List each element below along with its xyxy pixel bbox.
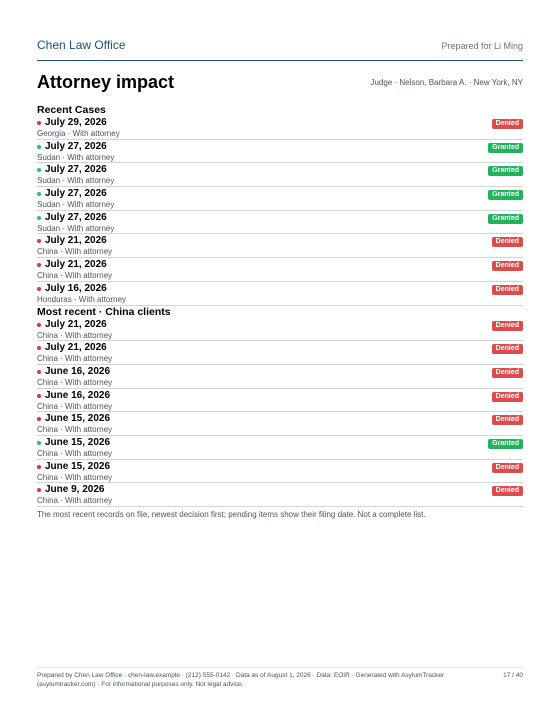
- case-date-text: July 29, 2026: [45, 117, 107, 128]
- report-page: [37, 0, 523, 725]
- status-badge: Granted: [488, 166, 523, 176]
- case-date: [37, 188, 107, 200]
- case-details: China · With attorney: [37, 448, 113, 458]
- status-dot-icon: [37, 263, 41, 267]
- list-note: The most recent records on file, newest decision first; pending items show their filing date. Not a complete list.: [37, 510, 426, 519]
- status-dot-icon: [37, 168, 41, 172]
- case-row: [37, 116, 523, 140]
- case-details: China · With attorney: [37, 472, 113, 482]
- case-details: China · With attorney: [37, 271, 113, 281]
- case-row: [37, 163, 523, 187]
- case-row: [37, 341, 523, 365]
- case-details: China · With attorney: [37, 354, 113, 364]
- page-footer: [37, 671, 523, 689]
- section-title: Recent Cases: [37, 104, 106, 116]
- status-dot-icon: [37, 323, 41, 327]
- title-row: [37, 72, 523, 93]
- case-date: [37, 484, 104, 496]
- case-date-text: July 27, 2026: [45, 164, 107, 176]
- case-row: [37, 436, 523, 460]
- prepared-for: Prepared for Li Ming: [441, 41, 523, 51]
- case-date: [37, 461, 110, 473]
- status-badge: Denied: [492, 368, 523, 378]
- status-dot-icon: [37, 488, 41, 492]
- case-date: [37, 413, 110, 425]
- brand-name: Chen Law Office: [37, 38, 126, 52]
- case-date-text: June 15, 2026: [45, 460, 111, 472]
- status-badge: Granted: [488, 439, 523, 449]
- case-date-text: July 16, 2026: [45, 282, 107, 294]
- case-details: Sudan · With attorney: [37, 223, 115, 233]
- status-dot-icon: [37, 145, 41, 149]
- case-details: China · With attorney: [37, 401, 113, 411]
- case-date: [37, 319, 107, 331]
- section-title: Most recent · China clients: [37, 305, 171, 318]
- case-date-text: July 21, 2026: [45, 342, 107, 354]
- judge-meta: Judge · Nelson, Barbara A. · New York, NY: [370, 78, 523, 87]
- status-dot-icon: [37, 370, 41, 374]
- status-badge: Denied: [492, 415, 523, 425]
- case-date: [37, 164, 107, 176]
- case-date-text: June 15, 2026: [45, 436, 111, 448]
- footer-text: Prepared by Chen Law Office · chen-law.example · (212) 555-0142 · Data as of August 1, 2026 · Data: EOIR · Generated with AsylumTracker (asylumtracker.com) · For informational purposes only. Not legal advice.: [37, 672, 445, 688]
- case-details: Sudan · With attorney: [37, 152, 115, 162]
- status-dot-icon: [37, 287, 41, 291]
- status-badge: Denied: [492, 321, 523, 331]
- case-date: [37, 390, 110, 402]
- case-date: [37, 283, 107, 295]
- case-details: Sudan · With attorney: [37, 176, 115, 186]
- case-row: [37, 211, 523, 235]
- case-date-text: June 9, 2026: [45, 484, 105, 496]
- case-details: China · With attorney: [37, 330, 113, 340]
- case-details: Sudan · With attorney: [37, 200, 115, 210]
- case-row: [37, 318, 523, 342]
- case-date: [37, 437, 110, 449]
- case-date: [37, 141, 107, 153]
- case-date: [37, 235, 107, 247]
- case-row: [37, 234, 523, 258]
- status-dot-icon: [37, 216, 41, 220]
- content: [37, 104, 523, 519]
- status-badge: Denied: [492, 486, 523, 496]
- case-details: Georgia · With attorney: [37, 129, 120, 138]
- status-badge: Denied: [492, 463, 523, 473]
- status-dot-icon: [37, 394, 41, 398]
- status-dot-icon: [37, 465, 41, 469]
- status-badge: Denied: [492, 237, 523, 247]
- case-date-text: July 21, 2026: [45, 259, 107, 271]
- case-date-text: July 27, 2026: [45, 140, 107, 152]
- case-date: [37, 342, 107, 354]
- status-dot-icon: [37, 192, 41, 196]
- status-badge: Granted: [488, 143, 523, 153]
- status-badge: Denied: [492, 285, 523, 295]
- case-details: Honduras · With attorney: [37, 294, 126, 304]
- case-date: [37, 366, 110, 378]
- status-dot-icon: [37, 121, 41, 125]
- status-badge: Denied: [492, 392, 523, 402]
- case-date: [37, 117, 107, 129]
- case-details: China · With attorney: [37, 496, 113, 506]
- status-badge: Granted: [488, 190, 523, 200]
- case-details: China · With attorney: [37, 377, 113, 387]
- case-row: [37, 365, 523, 389]
- case-date: [37, 212, 107, 224]
- case-row: [37, 187, 523, 211]
- case-details: China · With attorney: [37, 425, 113, 435]
- case-row: [37, 282, 523, 306]
- case-row: [37, 412, 523, 436]
- status-badge: Denied: [492, 344, 523, 354]
- case-date-text: July 27, 2026: [45, 211, 107, 223]
- status-dot-icon: [37, 417, 41, 421]
- case-date-text: July 27, 2026: [45, 188, 107, 200]
- case-date-text: July 21, 2026: [45, 318, 107, 330]
- status-dot-icon: [37, 346, 41, 350]
- status-badge: Denied: [492, 261, 523, 271]
- page-header: [37, 38, 523, 52]
- header-divider: [37, 60, 523, 61]
- status-badge: Denied: [492, 119, 523, 129]
- page-title: Attorney impact: [37, 72, 175, 92]
- case-details: China · With attorney: [37, 247, 113, 257]
- case-row: [37, 460, 523, 484]
- case-date: [37, 259, 107, 271]
- case-date-text: June 16, 2026: [45, 389, 111, 401]
- case-row: [37, 140, 523, 164]
- case-row: [37, 389, 523, 413]
- case-date-text: July 21, 2026: [45, 235, 107, 247]
- page-number: 17 / 40: [503, 672, 523, 679]
- case-row: [37, 483, 523, 507]
- status-badge: Granted: [488, 214, 523, 224]
- case-date-text: June 15, 2026: [45, 413, 111, 425]
- footer-divider: [37, 667, 523, 668]
- case-date-text: June 16, 2026: [45, 365, 111, 377]
- case-row: [37, 258, 523, 282]
- status-dot-icon: [37, 441, 41, 445]
- status-dot-icon: [37, 239, 41, 243]
